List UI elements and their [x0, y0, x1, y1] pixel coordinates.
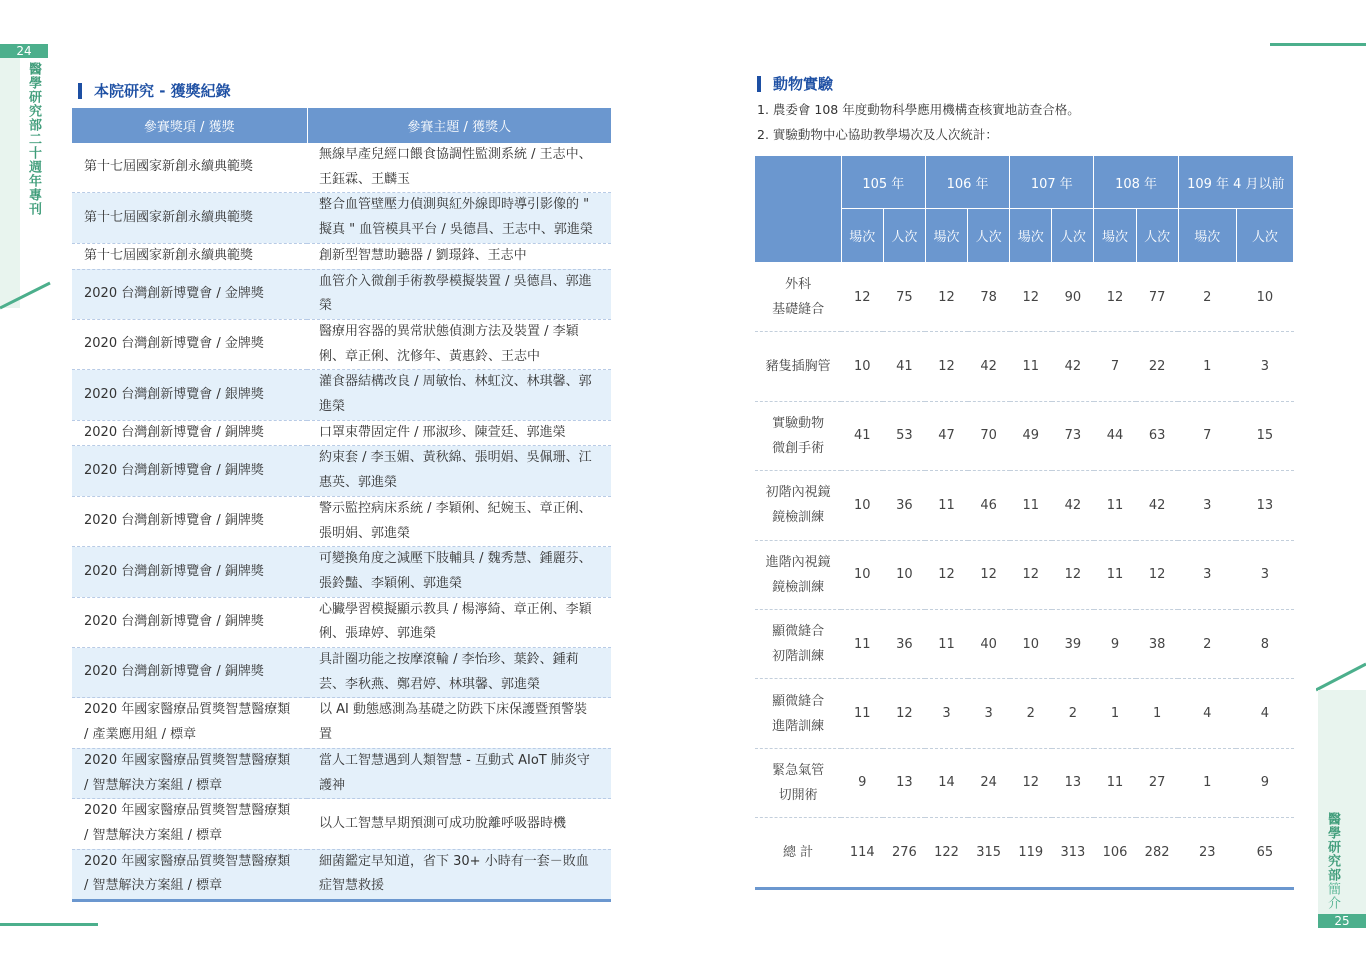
award-cell-topic: 細菌鑑定早知道，省下 30+ 小時有一套－敗血症智慧救援 — [307, 849, 611, 900]
stats-value-cell: 40 — [968, 609, 1010, 678]
award-cell-topic: 當人工智慧遇到人類智慧 - 互動式 AIoT 肺炎守護神 — [307, 748, 611, 798]
award-row — [72, 420, 611, 446]
stats-value-cell: 7 — [1094, 332, 1136, 401]
award-cell-award: 2020 台灣創新博覽會 / 銅牌獎 — [72, 420, 307, 446]
stats-value-cell: 12 — [1010, 540, 1052, 609]
title-bar-marker — [757, 76, 761, 92]
sessions-header: 場次 — [841, 209, 883, 263]
award-cell-award: 2020 台灣創新博覽會 / 銅牌獎 — [72, 547, 307, 597]
page-number-left: 24 — [0, 44, 48, 58]
stats-value-cell: 42 — [968, 332, 1010, 401]
stats-value-cell: 10 — [883, 540, 925, 609]
animal-section-title — [757, 73, 833, 94]
year-header: 105 年 — [841, 156, 925, 209]
stats-value-cell: 106 — [1094, 818, 1136, 888]
stats-value-cell: 2 — [1010, 679, 1052, 748]
award-cell-topic: 可變換角度之減壓下肢輔具 / 魏秀慧、鍾麗芬、張鈴豔、李穎俐、郭進榮 — [307, 547, 611, 597]
attendees-header: 人次 — [968, 209, 1010, 263]
award-cell-award: 第十七屆國家新創永續典範獎 — [72, 193, 307, 243]
award-row — [72, 143, 611, 193]
stats-value-cell: 114 — [841, 818, 883, 888]
stats-value-cell: 12 — [925, 263, 967, 332]
right-side-deco-line — [1316, 660, 1366, 692]
attendees-header: 人次 — [1052, 209, 1094, 263]
stats-value-cell: 70 — [968, 401, 1010, 470]
award-row — [72, 193, 611, 243]
stats-value-cell: 46 — [968, 471, 1010, 540]
right-vertical-title-main: 醫學研究部 — [1325, 812, 1340, 882]
sessions-header: 場次 — [1178, 209, 1236, 263]
course-label: 顯微縫合 初階訓練 — [755, 609, 841, 678]
award-cell-topic: 警示監控病床系統 / 李穎俐、紀婉玉、章正俐、張明娟、郭進榮 — [307, 496, 611, 546]
stats-header-corner — [755, 156, 841, 263]
awards-title-text: 本院研究 - 獲獎紀錄 — [94, 82, 231, 100]
stats-value-cell: 13 — [1236, 471, 1293, 540]
year-header: 109 年 4 月以前 — [1178, 156, 1293, 209]
stats-row — [755, 609, 1294, 678]
stats-value-cell: 15 — [1236, 401, 1293, 470]
stats-value-cell: 41 — [841, 401, 883, 470]
stats-value-cell: 1 — [1094, 679, 1136, 748]
sessions-header: 場次 — [1010, 209, 1052, 263]
stats-row — [755, 818, 1294, 888]
award-cell-award: 2020 台灣創新博覽會 / 銅牌獎 — [72, 446, 307, 496]
stats-value-cell: 11 — [1094, 540, 1136, 609]
stats-value-cell: 41 — [883, 332, 925, 401]
stats-value-cell: 9 — [1236, 748, 1293, 817]
award-cell-award: 2020 台灣創新博覽會 / 銅牌獎 — [72, 648, 307, 698]
stats-value-cell: 4 — [1178, 679, 1236, 748]
left-vertical-title: 醫學研究部二十週年專刊 — [26, 62, 41, 216]
stats-value-cell: 315 — [968, 818, 1010, 888]
stats-value-cell: 12 — [1010, 263, 1052, 332]
stats-value-cell: 282 — [1136, 818, 1178, 888]
left-side-strip — [0, 58, 20, 308]
year-header: 106 年 — [925, 156, 1009, 209]
left-bottom-deco — [0, 923, 98, 926]
award-cell-award: 2020 年國家醫療品質獎智慧醫療類 / 智慧解決方案組 / 標章 — [72, 748, 307, 798]
stats-value-cell: 77 — [1136, 263, 1178, 332]
award-row — [72, 243, 611, 269]
award-cell-topic: 整合血管壁壓力偵測與紅外線即時導引影像的 " 擬真 " 血管模具平台 / 吳德昌、王志中、郭進榮 — [307, 193, 611, 243]
award-row — [72, 648, 611, 698]
stats-value-cell: 42 — [1052, 471, 1094, 540]
stats-value-cell: 12 — [968, 540, 1010, 609]
stats-value-cell: 12 — [883, 679, 925, 748]
stats-value-cell: 3 — [1178, 540, 1236, 609]
award-row — [72, 496, 611, 546]
stats-value-cell: 12 — [1136, 540, 1178, 609]
stats-value-cell: 11 — [1010, 332, 1052, 401]
award-cell-topic: 以人工智慧早期預測可成功脫離呼吸器時機 — [307, 799, 611, 849]
note-1: 1. 農委會 108 年度動物科學應用機構查核實地訪查合格。 — [757, 102, 1080, 117]
course-label: 進階內視鏡 鏡檢訓練 — [755, 540, 841, 609]
stats-value-cell: 39 — [1052, 609, 1094, 678]
right-vertical-title — [1325, 812, 1339, 910]
award-cell-award: 2020 年國家醫療品質獎智慧醫療類 / 智慧解決方案組 / 標章 — [72, 799, 307, 849]
stats-value-cell: 14 — [925, 748, 967, 817]
stats-value-cell: 75 — [883, 263, 925, 332]
award-cell-topic: 醫療用容器的異常狀態偵測方法及裝置 / 李穎俐、章正俐、沈修年、黃惠鈴、王志中 — [307, 319, 611, 369]
award-cell-award: 2020 台灣創新博覽會 / 銀牌獎 — [72, 370, 307, 420]
stats-value-cell: 63 — [1136, 401, 1178, 470]
stats-value-cell: 10 — [841, 471, 883, 540]
stats-value-cell: 13 — [883, 748, 925, 817]
stats-value-cell: 2 — [1178, 263, 1236, 332]
stats-value-cell: 12 — [841, 263, 883, 332]
stats-value-cell: 2 — [1052, 679, 1094, 748]
stats-value-cell: 10 — [1236, 263, 1293, 332]
awards-header-award: 參賽獎項 / 獲獎 — [72, 108, 307, 143]
award-cell-topic: 創新型智慧助聽器 / 劉璟鋒、王志中 — [307, 243, 611, 269]
stats-value-cell: 7 — [1178, 401, 1236, 470]
stats-row — [755, 471, 1294, 540]
awards-header-topic: 參賽主題 / 獲獎人 — [307, 108, 611, 143]
awards-section-title — [78, 80, 231, 101]
course-label: 初階內視鏡 鏡檢訓練 — [755, 471, 841, 540]
award-cell-award: 2020 年國家醫療品質獎智慧醫療類 / 智慧解決方案組 / 標章 — [72, 849, 307, 900]
award-row — [72, 269, 611, 319]
award-cell-topic: 無線早產兒經口餵食協調性監測系統 / 王志中、王鈺霖、王麟玉 — [307, 143, 611, 193]
stats-value-cell: 42 — [1136, 471, 1178, 540]
award-row — [72, 547, 611, 597]
award-cell-topic: 口罩束帶固定件 / 邢淑珍、陳萱廷、郭進榮 — [307, 420, 611, 446]
stats-value-cell: 24 — [968, 748, 1010, 817]
stats-value-cell: 13 — [1052, 748, 1094, 817]
award-row — [72, 698, 611, 748]
stats-value-cell: 27 — [1136, 748, 1178, 817]
stats-row — [755, 263, 1294, 332]
award-cell-topic: 具計圈功能之按摩滾輪 / 李怡珍、葉鈴、鍾莉芸、李秋燕、鄭君婷、林琪馨、郭進榮 — [307, 648, 611, 698]
stats-value-cell: 4 — [1236, 679, 1293, 748]
stats-value-cell: 44 — [1094, 401, 1136, 470]
stats-value-cell: 11 — [841, 679, 883, 748]
year-header: 108 年 — [1094, 156, 1178, 209]
award-cell-award: 第十七屆國家新創永續典範獎 — [72, 243, 307, 269]
stats-value-cell: 38 — [1136, 609, 1178, 678]
award-cell-topic: 血管介入微創手術教學模擬裝置 / 吳德昌、郭進榮 — [307, 269, 611, 319]
stats-value-cell: 9 — [841, 748, 883, 817]
animal-title-text: 動物實驗 — [773, 75, 834, 93]
awards-table — [72, 108, 611, 902]
course-label: 豬隻插胸管 — [755, 332, 841, 401]
award-cell-topic: 以 AI 動態感測為基礎之防跌下床保護暨預警裝置 — [307, 698, 611, 748]
award-cell-topic: 約束套 / 李玉媚、黃秋綿、張明娟、吳佩珊、江惠英、郭進榮 — [307, 446, 611, 496]
stats-value-cell: 10 — [841, 332, 883, 401]
stats-row — [755, 332, 1294, 401]
title-bar-marker — [78, 83, 82, 99]
stats-value-cell: 3 — [1236, 332, 1293, 401]
left-side-deco-line — [0, 280, 52, 310]
stats-value-cell: 73 — [1052, 401, 1094, 470]
stats-value-cell: 313 — [1052, 818, 1094, 888]
award-cell-topic: 心臟學習模擬顯示教具 / 楊濘綺、章正俐、李穎俐、張瑋婷、郭進榮 — [307, 597, 611, 647]
stats-value-cell: 12 — [1010, 748, 1052, 817]
stats-value-cell: 53 — [883, 401, 925, 470]
attendees-header: 人次 — [1236, 209, 1293, 263]
award-row — [72, 799, 611, 849]
stats-value-cell: 12 — [925, 540, 967, 609]
stats-value-cell: 1 — [1178, 332, 1236, 401]
award-cell-award: 2020 台灣創新博覽會 / 銅牌獎 — [72, 597, 307, 647]
stats-value-cell: 12 — [925, 332, 967, 401]
award-row — [72, 597, 611, 647]
stats-row — [755, 540, 1294, 609]
stats-value-cell: 36 — [883, 471, 925, 540]
stats-value-cell: 11 — [1094, 748, 1136, 817]
award-cell-award: 2020 台灣創新博覽會 / 金牌獎 — [72, 319, 307, 369]
award-cell-award: 2020 台灣創新博覽會 / 銅牌獎 — [72, 496, 307, 546]
stats-value-cell: 11 — [1010, 471, 1052, 540]
award-row — [72, 748, 611, 798]
stats-value-cell: 1 — [1136, 679, 1178, 748]
award-cell-award: 第十七屆國家新創永續典範獎 — [72, 143, 307, 193]
stats-value-cell: 8 — [1236, 609, 1293, 678]
course-label: 外科 基礎縫合 — [755, 263, 841, 332]
stats-value-cell: 11 — [1094, 471, 1136, 540]
stats-value-cell: 12 — [1052, 540, 1094, 609]
stats-value-cell: 3 — [968, 679, 1010, 748]
stats-value-cell: 12 — [1094, 263, 1136, 332]
stats-value-cell: 9 — [1094, 609, 1136, 678]
stats-value-cell: 11 — [925, 471, 967, 540]
attendees-header: 人次 — [1136, 209, 1178, 263]
right-top-deco — [1270, 43, 1366, 46]
stats-row — [755, 401, 1294, 470]
stats-value-cell: 3 — [925, 679, 967, 748]
stats-value-cell: 78 — [968, 263, 1010, 332]
award-cell-award: 2020 年國家醫療品質獎智慧醫療類 / 產業應用組 / 標章 — [72, 698, 307, 748]
stats-value-cell: 11 — [841, 609, 883, 678]
course-label: 緊急氣管 切開術 — [755, 748, 841, 817]
stats-value-cell: 122 — [925, 818, 967, 888]
sessions-header: 場次 — [1094, 209, 1136, 263]
award-cell-topic: 灌食器結構改良 / 周敏怡、林虹汶、林琪馨、郭進榮 — [307, 370, 611, 420]
award-row — [72, 319, 611, 369]
stats-value-cell: 49 — [1010, 401, 1052, 470]
stats-value-cell: 23 — [1178, 818, 1236, 888]
course-label: 顯微縫合 進階訓練 — [755, 679, 841, 748]
award-row — [72, 446, 611, 496]
attendees-header: 人次 — [883, 209, 925, 263]
stats-value-cell: 65 — [1236, 818, 1293, 888]
stats-value-cell: 3 — [1178, 471, 1236, 540]
award-row — [72, 849, 611, 900]
stats-value-cell: 90 — [1052, 263, 1094, 332]
note-2: 2. 實驗動物中心協助教學場次及人次統計： — [757, 127, 998, 142]
stats-value-cell: 3 — [1236, 540, 1293, 609]
stats-value-cell: 10 — [1010, 609, 1052, 678]
course-label: 總 計 — [755, 818, 841, 888]
animal-stats-table — [755, 156, 1294, 890]
stats-value-cell: 42 — [1052, 332, 1094, 401]
stats-value-cell: 22 — [1136, 332, 1178, 401]
award-row — [72, 370, 611, 420]
stats-value-cell: 36 — [883, 609, 925, 678]
stats-value-cell: 119 — [1010, 818, 1052, 888]
stats-value-cell: 11 — [925, 609, 967, 678]
page-number-right: 25 — [1318, 914, 1366, 928]
stats-value-cell: 47 — [925, 401, 967, 470]
award-cell-award: 2020 台灣創新博覽會 / 金牌獎 — [72, 269, 307, 319]
stats-row — [755, 748, 1294, 817]
sessions-header: 場次 — [925, 209, 967, 263]
stats-value-cell: 1 — [1178, 748, 1236, 817]
stats-value-cell: 10 — [841, 540, 883, 609]
right-vertical-title-accent: 簡介 — [1325, 882, 1340, 910]
course-label: 實驗動物 微創手術 — [755, 401, 841, 470]
stats-value-cell: 276 — [883, 818, 925, 888]
stats-value-cell: 2 — [1178, 609, 1236, 678]
stats-row — [755, 679, 1294, 748]
year-header: 107 年 — [1010, 156, 1094, 209]
